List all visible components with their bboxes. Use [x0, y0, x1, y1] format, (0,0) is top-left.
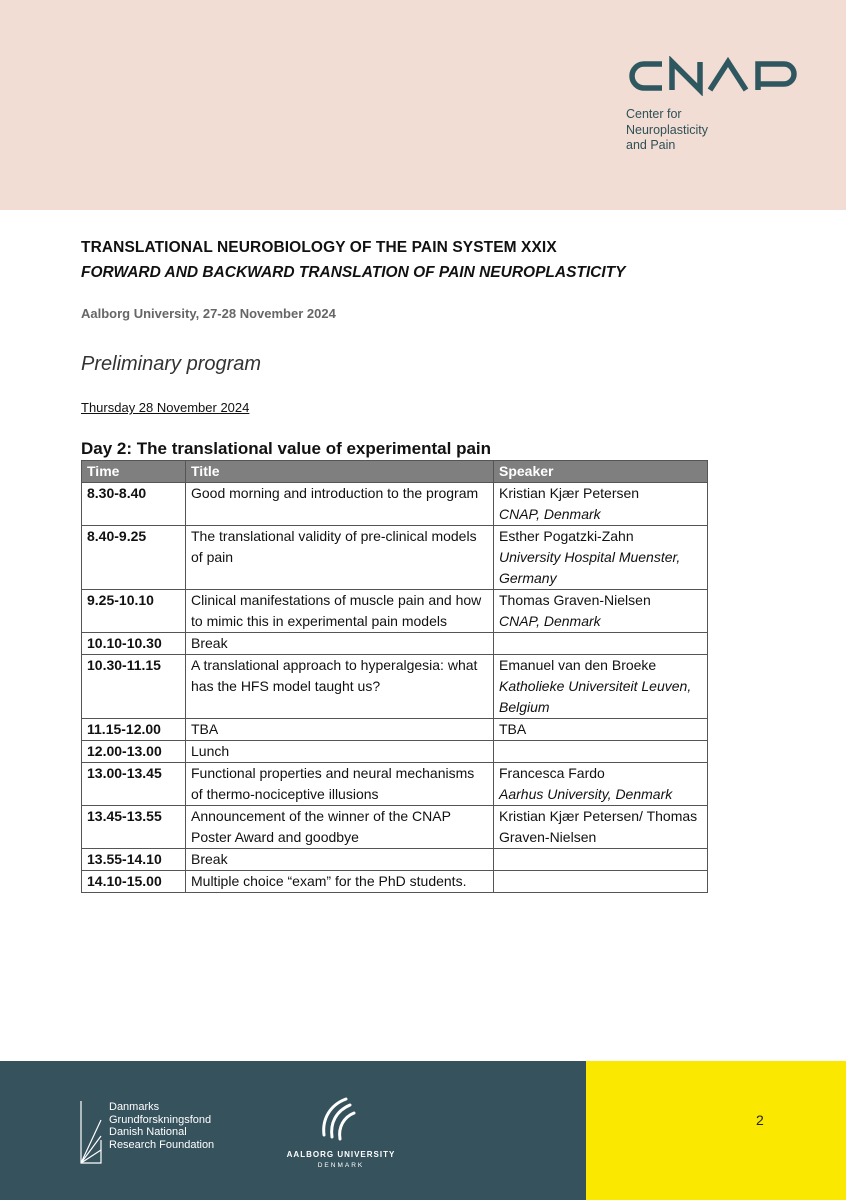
- document-subtitle: FORWARD AND BACKWARD TRANSLATION OF PAIN NEUROPLASTICITY: [81, 264, 626, 281]
- dgf-emblem-icon: [80, 1100, 102, 1164]
- table-header-row: [82, 461, 708, 483]
- session-title: Break: [186, 633, 494, 655]
- session-title: Functional properties and neural mechanisms of thermo-nociceptive illusions: [186, 763, 494, 806]
- aau-name: AALBORG UNIVERSITY: [286, 1150, 396, 1159]
- program-label: Preliminary program: [81, 353, 262, 375]
- session-speaker-cell: [494, 871, 708, 893]
- speaker-name: Francesca Fardo: [499, 765, 605, 781]
- session-speaker-cell: [494, 719, 708, 741]
- speaker-affiliation: CNAP, Denmark: [499, 613, 601, 629]
- cnap-subtitle-line: Center for: [626, 107, 682, 121]
- table-row: [82, 806, 708, 849]
- speaker-name: Kristian Kjær Petersen: [499, 485, 640, 501]
- table-row: [82, 655, 708, 719]
- speaker-name: Emanuel van den Broeke: [499, 657, 657, 673]
- session-speaker-cell: [494, 849, 708, 871]
- session-title: A translational approach to hyperalgesia: what has the HFS model taught us?: [186, 655, 494, 719]
- session-title: The translational validity of pre-clinical models of pain: [186, 526, 494, 590]
- session-speaker-cell: [494, 483, 708, 526]
- session-time: 14.10-15.00: [82, 871, 186, 893]
- speaker-affiliation: Katholieke Universiteit Leuven, Belgium: [499, 678, 692, 715]
- session-time: 8.30-8.40: [82, 483, 186, 526]
- speaker-affiliation: University Hospital Muenster, Germany: [499, 549, 681, 586]
- session-time: 8.40-9.25: [82, 526, 186, 590]
- column-header-title: Title: [186, 461, 494, 483]
- dgf-name-line: Danmarks: [109, 1101, 160, 1113]
- speaker-name: TBA: [499, 721, 527, 737]
- venue-date: Aalborg University, 27-28 November 2024: [81, 306, 336, 321]
- table-row: [82, 871, 708, 893]
- aau-country: DENMARK: [317, 1162, 365, 1169]
- program-table: [81, 460, 708, 893]
- session-time: 13.45-13.55: [82, 806, 186, 849]
- speaker-affiliation: Aarhus University, Denmark: [499, 786, 673, 802]
- session-time: 11.15-12.00: [82, 719, 186, 741]
- session-speaker-cell: [494, 741, 708, 763]
- table-row: [82, 719, 708, 741]
- session-time: 10.10-10.30: [82, 633, 186, 655]
- cnap-subtitle-line: and Pain: [626, 138, 676, 152]
- page-number: 2: [756, 1112, 764, 1128]
- session-time: 9.25-10.10: [82, 590, 186, 633]
- table-row: [82, 590, 708, 633]
- cnap-logo: [626, 56, 808, 96]
- session-title: Good morning and introduction to the program: [186, 483, 494, 526]
- session-time: 12.00-13.00: [82, 741, 186, 763]
- table-row: [82, 763, 708, 806]
- dgf-name-line: Danish National: [109, 1126, 187, 1138]
- table-row: [82, 633, 708, 655]
- day-title: Day 2: The translational value of experimental pain: [81, 439, 492, 458]
- session-speaker-cell: [494, 590, 708, 633]
- program-date: Thursday 28 November 2024: [81, 400, 250, 415]
- footer-accent-band: [586, 1061, 846, 1200]
- header-band: [0, 0, 846, 210]
- cnap-subtitle-line: Neuroplasticity: [626, 122, 708, 137]
- session-time: 10.30-11.15: [82, 655, 186, 719]
- session-speaker-cell: [494, 655, 708, 719]
- table-row: [82, 526, 708, 590]
- speaker-name: Esther Pogatzki-Zahn: [499, 528, 634, 544]
- document-title: TRANSLATIONAL NEUROBIOLOGY OF THE PAIN SYSTEM XXIX: [81, 239, 557, 256]
- session-speaker-cell: [494, 806, 708, 849]
- dgf-name-line: Research Foundation: [109, 1138, 215, 1151]
- session-speaker-cell: [494, 526, 708, 590]
- table-row: [82, 741, 708, 763]
- speaker-name: Kristian Kjær Petersen/ Thomas Graven-Nielsen: [499, 808, 698, 845]
- session-speaker-cell: [494, 633, 708, 655]
- dgf-name: [109, 1101, 214, 1151]
- table-row: [82, 483, 708, 526]
- session-title: Clinical manifestations of muscle pain and how to mimic this in experimental pain models: [186, 590, 494, 633]
- column-header-time: Time: [82, 461, 186, 483]
- column-header-speaker: Speaker: [494, 461, 708, 483]
- session-time: 13.00-13.45: [82, 763, 186, 806]
- table-row: [82, 849, 708, 871]
- cnap-subtitle: [626, 107, 708, 154]
- session-time: 13.55-14.10: [82, 849, 186, 871]
- session-title: Lunch: [186, 741, 494, 763]
- dgf-name-line: Grundforskningsfond: [109, 1113, 212, 1126]
- aau-wave-logo-icon: [316, 1095, 356, 1143]
- speaker-affiliation: CNAP, Denmark: [499, 506, 601, 522]
- session-title: Break: [186, 849, 494, 871]
- speaker-name: Thomas Graven-Nielsen: [499, 592, 651, 608]
- session-speaker-cell: [494, 763, 708, 806]
- session-title: TBA: [186, 719, 494, 741]
- session-title: Multiple choice “exam” for the PhD students.: [186, 871, 494, 893]
- session-title: Announcement of the winner of the CNAP Poster Award and goodbye: [186, 806, 494, 849]
